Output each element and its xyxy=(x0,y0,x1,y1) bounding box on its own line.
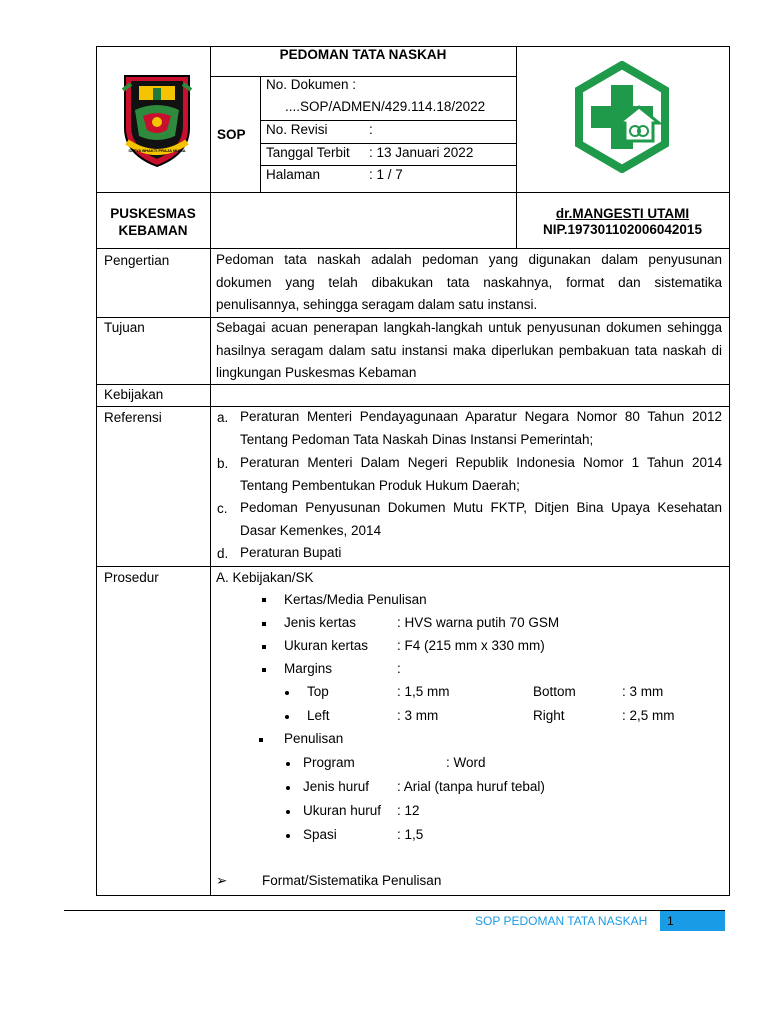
margin-right-value: : 2,5 mm xyxy=(622,708,675,723)
referensi-label: Referensi xyxy=(104,410,162,425)
doc-title: PEDOMAN TATA NASKAH xyxy=(279,47,447,62)
dot-bullet-icon xyxy=(285,715,289,719)
margin-left-value: : 3 mm xyxy=(397,708,439,723)
margin-bottom-label: Bottom xyxy=(533,684,576,699)
jenis-kertas-value: : HVS warna putih 70 GSM xyxy=(397,615,560,630)
margins-colon: : xyxy=(397,661,401,676)
kertas-title: Kertas/Media Penulisan xyxy=(284,592,427,607)
ukuran-kertas-value: : F4 (215 mm x 330 mm) xyxy=(397,638,545,653)
jenis-kertas-label: Jenis kertas xyxy=(284,615,357,630)
org-name-line1: PUSKESMAS xyxy=(110,206,196,221)
ref-marker: d. xyxy=(217,546,229,561)
revision-colon: : xyxy=(369,122,373,137)
ref-item: Pedoman Penyusunan Dokumen Mutu FKTP, Ditjen Bina Upaya Kesehatan Dasar Kemenkes, 2014 xyxy=(240,500,722,538)
margin-right-label: Right xyxy=(533,708,565,723)
issue-date-value: : 13 Januari 2022 xyxy=(369,145,474,160)
margin-top-label: Top xyxy=(307,684,329,699)
ukuran-huruf-label: Ukuran huruf xyxy=(303,803,382,818)
arrow-bullet-icon: ➢ xyxy=(216,873,228,888)
regency-emblem-logo xyxy=(117,70,197,170)
page-label: Halaman xyxy=(266,167,321,182)
margin-bottom-value: : 3 mm xyxy=(622,684,664,699)
ref-marker: b. xyxy=(217,456,229,471)
kebijakan-label: Kebijakan xyxy=(104,387,164,402)
page-value: : 1 / 7 xyxy=(369,167,403,182)
doc-number-label: No. Dokumen : xyxy=(266,77,357,92)
margins-label: Margins xyxy=(284,661,333,676)
signer-nip: NIP.197301102006042015 xyxy=(543,222,702,237)
ukuran-kertas-label: Ukuran kertas xyxy=(284,638,369,653)
ref-marker: c. xyxy=(217,501,228,516)
ref-item: Peraturan Menteri Pendayagunaan Aparatur Negara Nomor 80 Tahun 2012 Tentang Pedoman Tata Naskah Dinas Instansi Pemerintah; xyxy=(240,409,722,447)
org-name-line2: KEBAMAN xyxy=(118,223,188,238)
jenis-huruf-value: : Arial (tanpa huruf tebal) xyxy=(397,779,545,794)
ref-item: Peraturan Bupati xyxy=(240,545,342,560)
tujuan-text: Sebagai acuan penerapan langkah-langkah untuk penyusunan dokumen sehingga hasilnya seragam dalam satu instansi maka diperlukan pembakuan tata naskah di lingkungan Puskesmas Kebaman xyxy=(216,320,722,380)
footer-page-badge xyxy=(660,911,725,931)
program-label: Program xyxy=(303,755,355,770)
spasi-label: Spasi xyxy=(303,827,337,842)
dot-bullet-icon xyxy=(286,810,290,814)
dot-bullet-icon xyxy=(286,762,290,766)
ref-marker: a. xyxy=(217,410,229,425)
footer-page-number: 1 xyxy=(667,914,674,928)
dot-bullet-icon xyxy=(285,691,289,695)
spasi-value: : 1,5 xyxy=(397,827,424,842)
dot-bullet-icon xyxy=(286,786,290,790)
footer-doc-title: SOP PEDOMAN TATA NASKAH xyxy=(475,914,648,928)
prosedur-heading: A. Kebijakan/SK xyxy=(216,570,314,585)
margin-top-value: : 1,5 mm xyxy=(397,684,450,699)
prosedur-label: Prosedur xyxy=(104,570,159,585)
square-bullet-icon xyxy=(262,645,266,649)
format-title: Format/Sistematika Penulisan xyxy=(262,873,442,888)
penulisan-title: Penulisan xyxy=(284,731,344,746)
issue-date-label: Tanggal Terbit xyxy=(266,145,350,160)
revision-label: No. Revisi xyxy=(266,122,328,137)
puskesmas-logo xyxy=(573,61,671,173)
doc-number-value: ....SOP/ADMEN/429.114.18/2022 xyxy=(285,99,486,114)
square-bullet-icon xyxy=(259,738,263,742)
pengertian-label: Pengertian xyxy=(104,253,170,268)
ukuran-huruf-value: : 12 xyxy=(397,803,420,818)
dot-bullet-icon xyxy=(286,834,290,838)
square-bullet-icon xyxy=(262,668,266,672)
pengertian-text: Pedoman tata naskah adalah pedoman yang digunakan dalam penyusunan dokumen yang telah dibakukan tata naskahnya, format dan sistematika penulisannya, sehingga seragam dalam satu instansi. xyxy=(216,252,722,312)
emblem-motto: SATYA BHAKTI PRAJA MULIA xyxy=(128,148,186,153)
margin-left-label: Left xyxy=(307,708,330,723)
sop-label: SOP xyxy=(217,127,246,142)
tujuan-label: Tujuan xyxy=(104,320,145,335)
ref-item: Peraturan Menteri Dalam Negeri Republik Indonesia Nomor 1 Tahun 2014 Tentang Pembentukan Produk Hukum Daerah; xyxy=(240,455,722,493)
footer-rule xyxy=(64,910,725,911)
square-bullet-icon xyxy=(262,598,266,602)
signer-name: dr.MANGESTI UTAMI xyxy=(555,206,690,221)
program-value: : Word xyxy=(446,755,486,770)
square-bullet-icon xyxy=(262,622,266,626)
jenis-huruf-label: Jenis huruf xyxy=(303,779,370,794)
